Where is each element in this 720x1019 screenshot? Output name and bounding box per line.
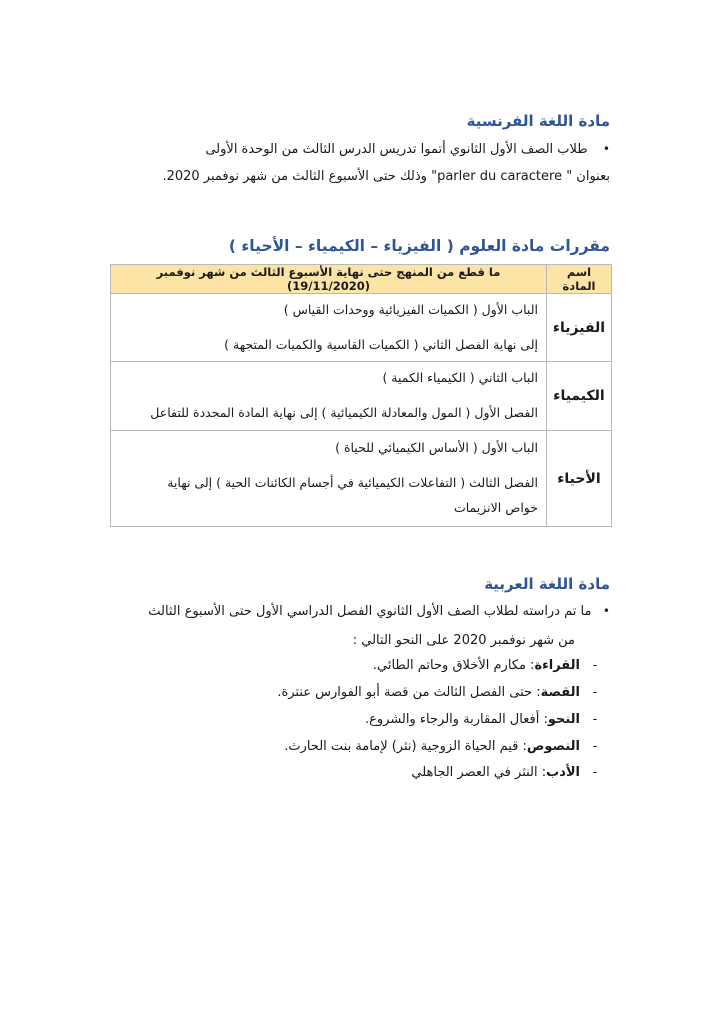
content-line: الباب الأول ( الكميات الفيزيائية ووحدات القياس )	[283, 301, 538, 317]
table-row	[111, 431, 612, 527]
french-line-2: بعنوان " parler du caractere" وذلك حتى الأسبوع الثالث من شهر نوفمبر 2020.	[162, 169, 610, 184]
dash-icon: -	[592, 685, 598, 700]
dash-icon: -	[592, 739, 598, 754]
dash-icon: -	[592, 658, 598, 673]
subject-cell: الكيمياء	[547, 362, 612, 431]
content-line: الفصل الأول ( المول والمعادلة الكيميائية ) إلى نهاية المادة المحددة للتفاعل	[150, 405, 538, 420]
item-text: : مكارم الأخلاق وحاتم الطائي.	[372, 658, 535, 673]
table-row	[111, 294, 612, 362]
list-item	[373, 659, 610, 672]
bullet-icon: •	[587, 142, 610, 156]
item-label: القراءة	[534, 658, 580, 673]
arabic-heading: مادة اللغة العربية	[484, 575, 610, 593]
item-text: : حتى الفصل الثالث من قصة أبو الفوارس عنترة.	[277, 685, 541, 700]
dash-icon: -	[592, 712, 598, 727]
science-curriculum-table	[110, 264, 612, 527]
content-line: الباب الثاني ( الكيمياء الكمية )	[382, 370, 538, 386]
arabic-intro-1	[148, 605, 610, 618]
arabic-intro-2: من شهر نوفمبر 2020 على النحو التالي :	[352, 633, 575, 648]
table-row	[111, 362, 612, 431]
french-heading: مادة اللغة الفرنسية	[466, 112, 610, 130]
item-text: : قيم الحياة الزوجية (نثر) لإمامة بنت الحارث.	[284, 739, 527, 754]
list-item	[411, 766, 610, 779]
french-line-1-text: طلاب الصف الأول الثانوي أتموا تدريس الدرس الثالث من الوحدة الأولى	[205, 142, 588, 157]
item-label: الأدب	[546, 765, 580, 780]
content-line: خواص الانزيمات	[453, 499, 538, 515]
french-line-1	[205, 143, 610, 156]
subject-cell: الفيزياء	[547, 294, 612, 362]
subject-cell: الأحياء	[547, 431, 612, 527]
content-cell	[111, 294, 547, 362]
header-content: ما قطع من المنهج حتى نهاية الأسبوع الثالث من شهر نوفمبر (19/11/2020)	[111, 265, 547, 294]
list-item	[284, 740, 610, 753]
science-heading: مقررات مادة العلوم ( الفيزياء – الكيمياء – الأحياء )	[228, 237, 610, 255]
content-cell	[111, 362, 547, 431]
table-header-row	[111, 265, 612, 294]
content-line: إلى نهاية الفصل الثاني ( الكميات القاسية والكميات المتجهة )	[224, 336, 538, 352]
list-item	[277, 686, 610, 699]
item-text: : النثر في العصر الجاهلي	[411, 765, 547, 780]
content-line: الفصل الثالث ( التفاعلات الكيميائية في أجسام الكائنات الحية ) إلى نهاية	[167, 475, 538, 491]
list-item	[365, 713, 610, 726]
item-label: النصوص	[526, 739, 580, 754]
item-label: القصة	[540, 685, 580, 700]
content-line: الباب الأول ( الأساس الكيميائي للحياة )	[335, 440, 538, 456]
item-text: : أفعال المقاربة والرجاء والشروع.	[365, 712, 548, 727]
header-subject: اسم المادة	[547, 265, 612, 294]
item-label: النحو	[547, 712, 580, 727]
arabic-intro-1-text: ما تم دراسته لطلاب الصف الأول الثانوي الفصل الدراسي الأول حتى الأسبوع الثالث	[148, 604, 592, 619]
content-cell	[111, 431, 547, 527]
bullet-icon: •	[591, 604, 610, 618]
dash-icon: -	[592, 765, 598, 780]
